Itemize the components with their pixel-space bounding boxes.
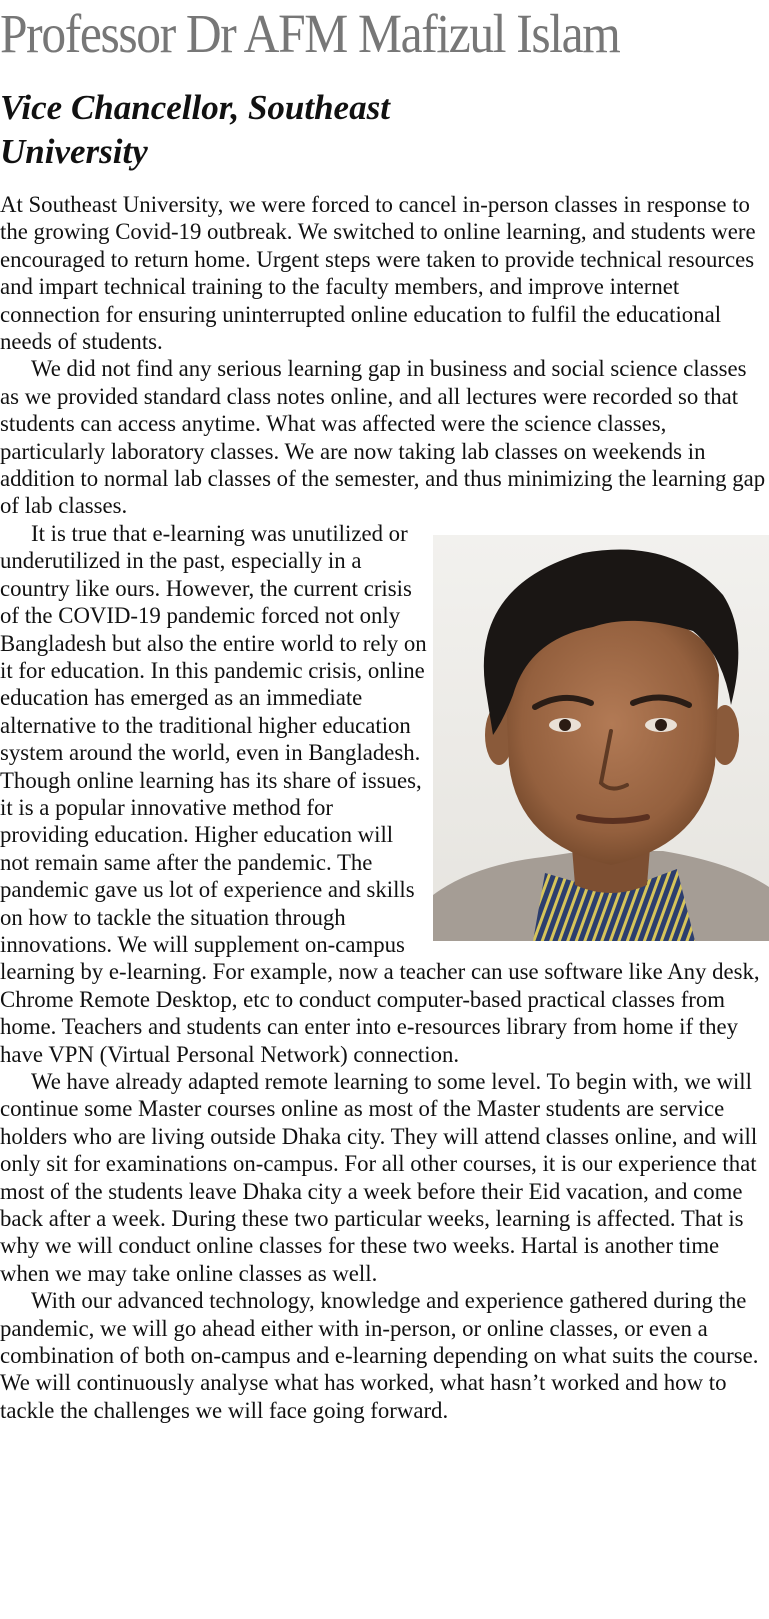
subtitle-role: Vice Chancellor, Southeast University <box>0 88 390 171</box>
paragraph: We did not find any serious learning gap in business and social science classes as we provided standard class notes online, and all lectures were recorded so that students can access anytime. What was affected were the science classes, particularly laboratory classes. We are now taking lab classes on weekends in addition to normal lab classes of the semester, and thus minimizing the learning gap of lab classes. <box>0 356 766 519</box>
paragraph: It is true that e-learning was unutilized or underutilized in the past, especially in a country like ours. However, the current crisis of the COVID-19 pandemic forced not only Bangladesh but also the entire world to rely on it for education. In this pandemic crisis, online education has emerged as an immediate alternative to the traditional higher education system around the world, even in Bangladesh. Though online learning has its share of issues, it is a popular innovative method for providing education. Higher education will not remain same after the pandemic. The pandemic gave us lot of experience and skills on how to tackle the situation through innovations. We will supplement on-campus learning by e-learning. For example, now a teacher can use software like Any desk, Chrome Remote Desktop, etc to conduct computer-based practical classes from home. Teachers and students can enter into e-resources library from home if they have VPN (Virtual Personal Network) connection. <box>0 520 760 1067</box>
article-body <box>0 191 769 1424</box>
portrait-photo <box>433 535 769 941</box>
paragraph: We have already adapted remote learning to some level. To begin with, we will continue some Master courses online as most of the Master students are service holders who are living outside Dhaka city. They will attend classes online, and will only sit for examinations on-campus. For all other courses, it is our experience that most of the students leave Dhaka city a week before their Eid vacation, and come back after a week. During these two particular weeks, learning is affected. That is why we will conduct online classes for these two weeks. Hartal is another time when we may take online classes as well. <box>0 1069 758 1286</box>
paragraph: At Southeast University, we were forced to cancel in-person classes in response to the growing Covid-19 outbreak. We switched to online learning, and students were encouraged to return home. Urgent steps were taken to provide technical resources and impart technical training to the faculty members, and improve internet connection for ensuring uninterrupted online education to fulfil the educational needs of students. <box>0 192 756 355</box>
paragraph: With our advanced technology, knowledge and experience gathered during the pandemic, we will go ahead either with in-person, or online classes, or even a combination of both on-campus and e-learning depending on what suits the course. We will continuously analyse what has worked, what hasn’t worked and how to tackle the challenges we will face going forward. <box>0 1288 759 1423</box>
page-title: Professor Dr AFM Mafizul Islam <box>0 3 620 64</box>
